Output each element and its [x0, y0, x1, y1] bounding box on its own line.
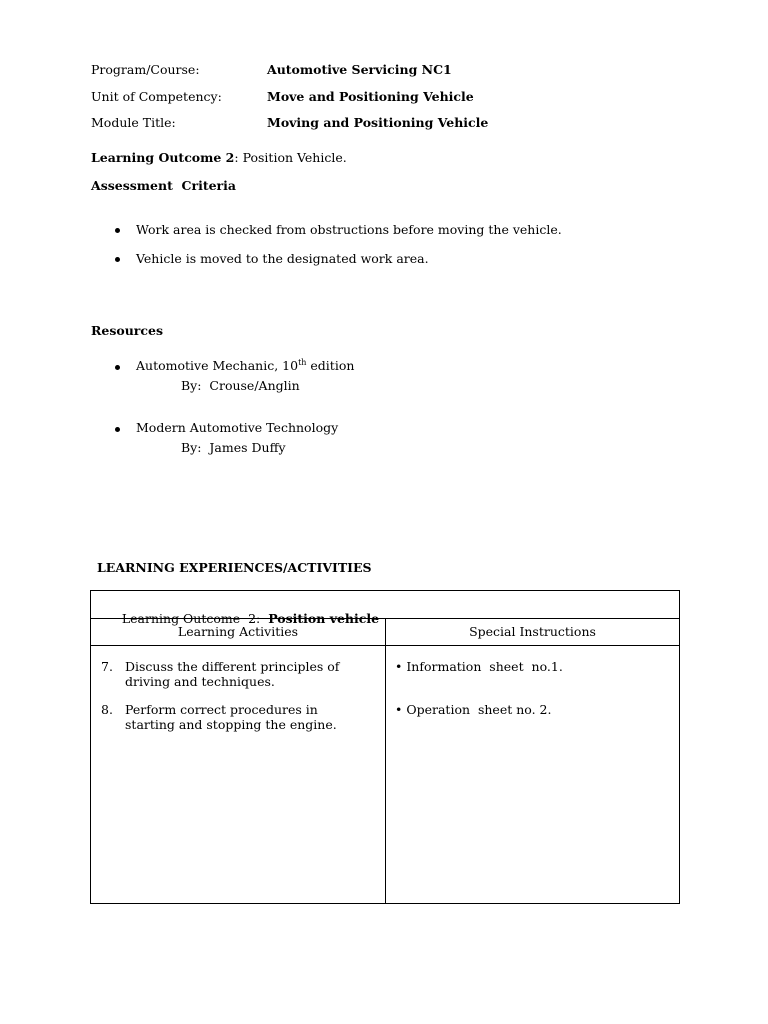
assessment-heading: Assessment Criteria — [91, 178, 236, 193]
activity-number: 8. — [101, 702, 113, 717]
column-header-instructions: Special Instructions — [469, 624, 596, 639]
bullet-icon — [115, 257, 120, 262]
resources-heading: Resources — [91, 323, 163, 338]
column-divider — [385, 619, 386, 903]
program-label: Program/Course: — [91, 62, 200, 77]
bullet-icon — [115, 427, 120, 432]
resource-title-text: Automotive Mechanic, 10 — [136, 358, 299, 373]
activity-text: Perform correct procedures in starting and stopping the engine. — [125, 702, 337, 732]
resource-title — [136, 358, 354, 373]
bullet-icon — [115, 228, 120, 233]
bullet-icon — [115, 365, 120, 370]
module-value: Moving and Positioning Vehicle — [267, 115, 489, 130]
unit-label: Unit of Competency: — [91, 89, 222, 104]
resource-title-suffix: edition — [306, 358, 355, 373]
resource-title-text: Modern Automotive Technology — [136, 420, 339, 435]
unit-value: Move and Positioning Vehicle — [267, 89, 474, 104]
table-outcome-value: Position vehicle — [268, 611, 380, 626]
instruction-item: • Operation sheet no. 2. — [395, 702, 552, 717]
assessment-item: Vehicle is moved to the designated work area. — [136, 251, 429, 266]
table-outcome-row — [91, 591, 679, 626]
learning-outcome-line — [91, 150, 347, 165]
learning-outcome-label: Learning Outcome 2 — [91, 150, 235, 165]
resource-author: By: James Duffy — [181, 440, 286, 455]
learning-outcome-colon: : — [234, 150, 239, 165]
learning-outcome-value: Position Vehicle. — [242, 150, 347, 165]
assessment-item: Work area is checked from obstructions before moving the vehicle. — [136, 222, 562, 237]
column-header-activities: Learning Activities — [177, 624, 299, 639]
instruction-item: • Information sheet no.1. — [395, 659, 563, 674]
activity-number: 7. — [101, 659, 113, 674]
resource-title — [136, 420, 338, 435]
activity-text: Discuss the different principles of driving and techniques. — [125, 659, 340, 689]
resource-author: By: Crouse/Anglin — [181, 378, 300, 393]
resource-title-sup: th — [298, 357, 307, 367]
learning-experiences-heading: LEARNING EXPERIENCES/ACTIVITIES — [97, 560, 372, 575]
table-outcome-label: Learning Outcome 2: — [121, 611, 261, 626]
module-label: Module Title: — [91, 115, 176, 130]
activity-item — [101, 702, 371, 732]
activity-item — [101, 659, 371, 689]
program-value: Automotive Servicing NC1 — [267, 62, 452, 77]
learning-activities-table — [90, 590, 680, 904]
